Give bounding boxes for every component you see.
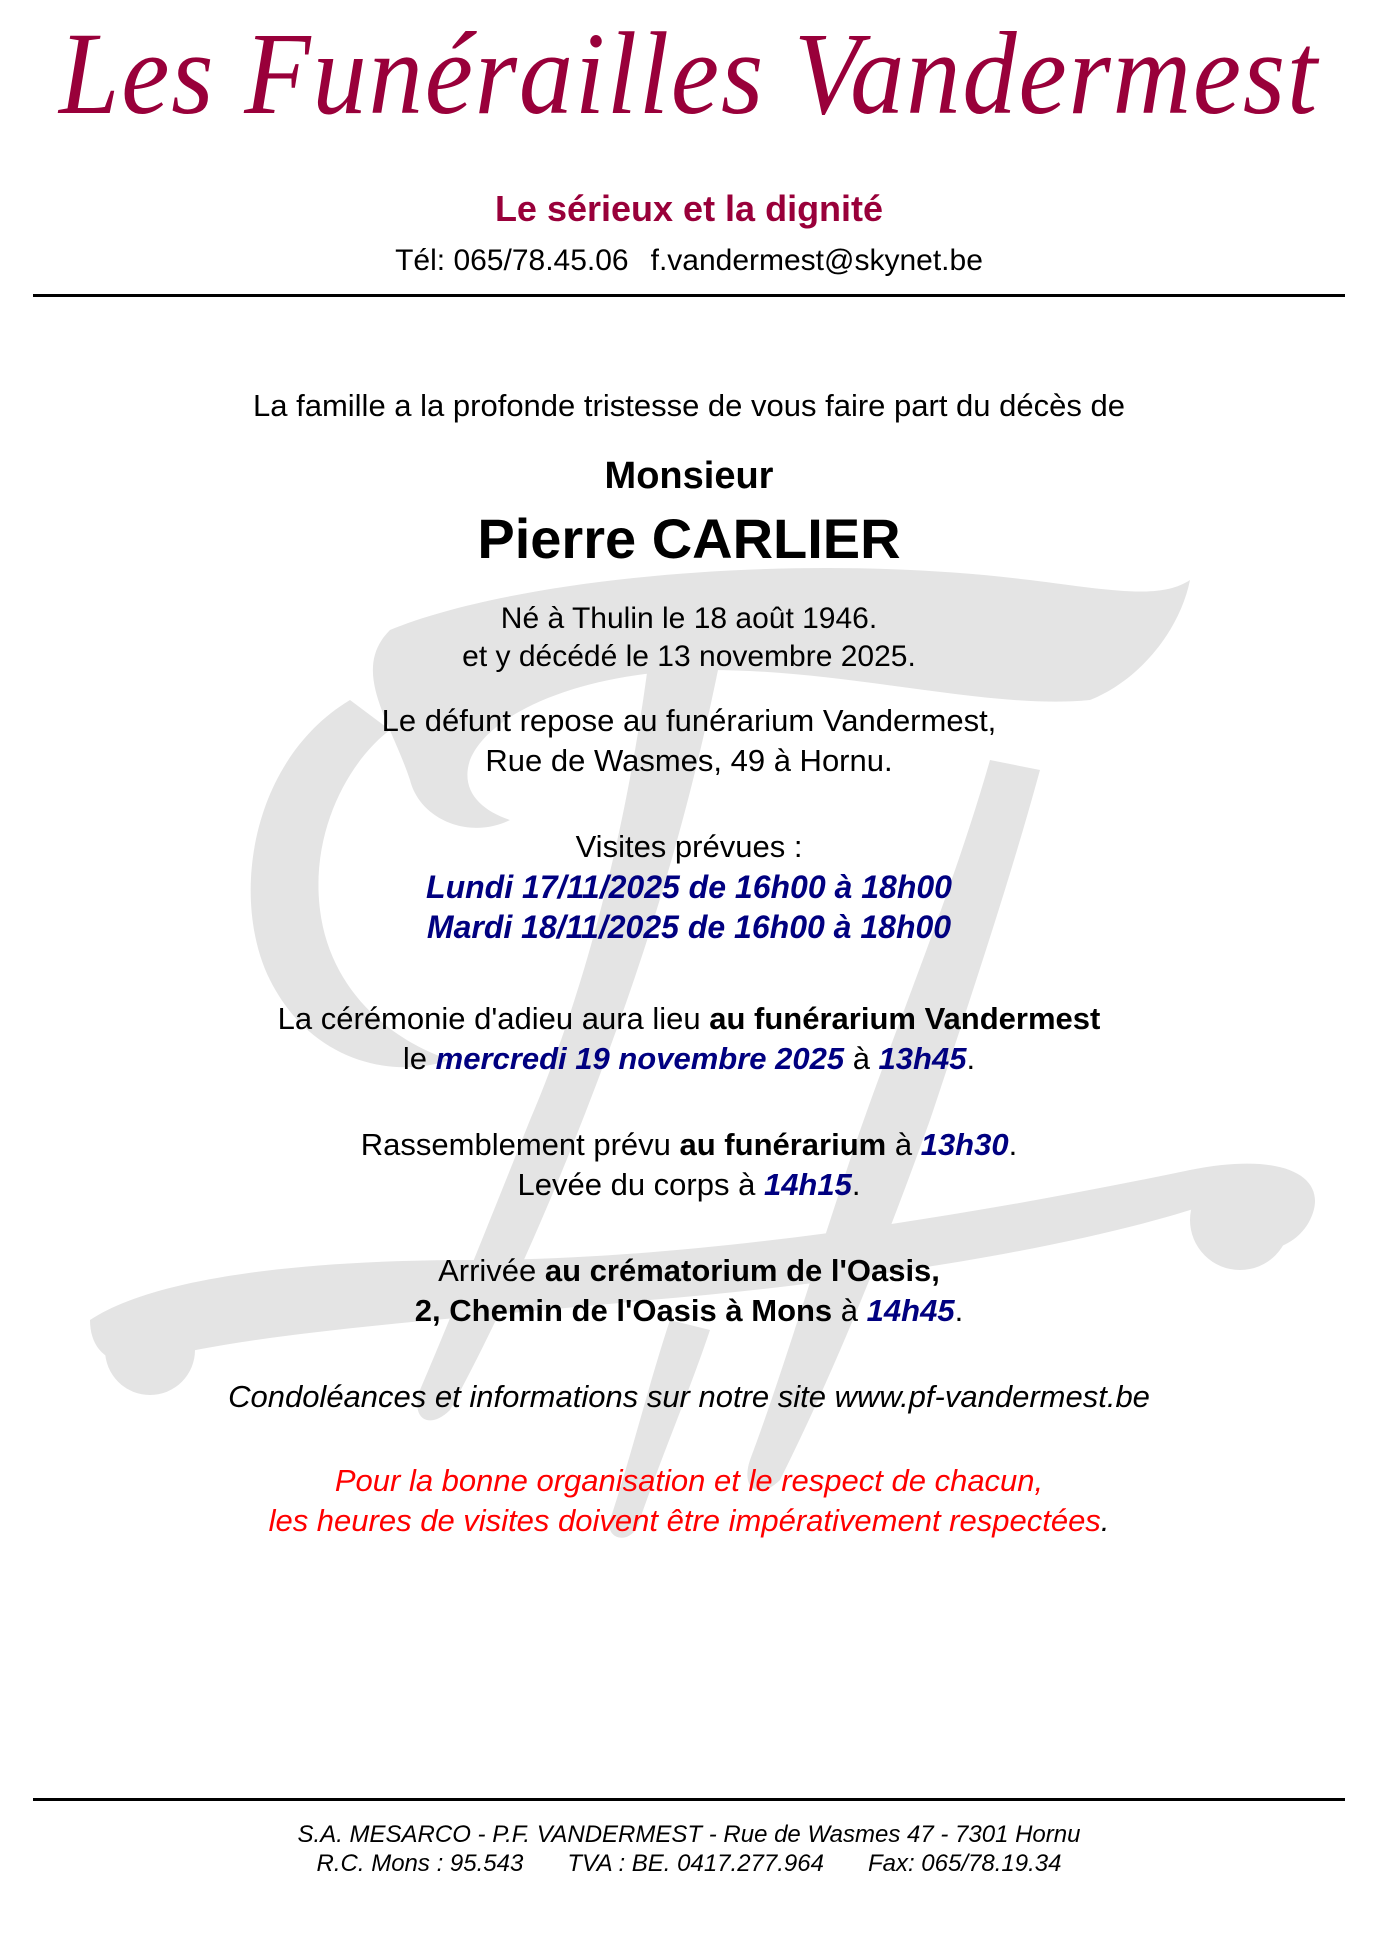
intro-text: La famille a la profonde tristesse de vous faire part du décès de (253, 388, 1125, 423)
footer-registration-line (0, 1849, 1378, 1878)
removal-line (0, 1166, 1378, 1204)
footer-rc: R.C. Mons : 95.543 (316, 1850, 524, 1877)
gathering-prefix: Rassemblement prévu (360, 1127, 680, 1162)
removal-prefix: Levée du corps à (517, 1167, 764, 1202)
death-line: et y décédé le 13 novembre 2025. (462, 640, 916, 673)
rest-line-2: Rue de Wasmes, 49 à Hornu. (485, 743, 893, 778)
rest-line-1: Le défunt repose au funérarium Vandermest, (381, 703, 997, 738)
tagline: Le sérieux et la dignité (494, 188, 884, 229)
header-divider (33, 294, 1345, 297)
deceased-name: Pierre CARLIER (477, 507, 901, 570)
ceremony-le: le (402, 1041, 436, 1076)
visits-label: Visites prévues : (575, 829, 803, 864)
brand-title: Les Funérailles Vandermest (59, 8, 1319, 139)
ceremony-prefix: La cérémonie d'adieu aura lieu (277, 1001, 710, 1036)
gathering-end: . (1008, 1127, 1018, 1162)
notice-text-2: les heures de visites doivent être impérativement respectées (268, 1503, 1101, 1538)
removal-end: . (851, 1167, 861, 1202)
ceremony-date: mercredi 19 novembre 2025 (435, 1041, 845, 1076)
gathering-time: 13h30 (920, 1127, 1009, 1162)
ceremony-line-1 (0, 1000, 1378, 1038)
arrival-place-1: au crématorium de l'Oasis, (544, 1253, 940, 1288)
civility: Monsieur (604, 455, 774, 497)
gathering-place: au funérarium (679, 1127, 887, 1162)
arrival-a: à (832, 1293, 867, 1328)
notice-line-1: Pour la bonne organisation et le respect de chacun, (334, 1463, 1044, 1498)
ceremony-place: au funérarium Vandermest (709, 1001, 1101, 1036)
arrival-line-2 (0, 1292, 1378, 1330)
condolences-text: Condoléances et informations sur notre site www.pf-vandermest.be (228, 1379, 1150, 1414)
footer-divider (33, 1798, 1345, 1801)
removal-time: 14h15 (763, 1167, 852, 1202)
visit-item: Mardi 18/11/2025 de 16h00 à 18h00 (426, 909, 952, 945)
arrival-prefix: Arrivée (438, 1253, 545, 1288)
visit-item: Lundi 17/11/2025 de 16h00 à 18h00 (426, 869, 952, 905)
footer-company-line: S.A. MESARCO - P.F. VANDERMEST - Rue de Wasmes 47 - 7301 Hornu (297, 1821, 1081, 1848)
contact-line (0, 244, 1378, 278)
gathering-line (0, 1126, 1378, 1164)
footer-tva: TVA : BE. 0417.277.964 (567, 1850, 824, 1877)
arrival-end: . (954, 1293, 964, 1328)
ceremony-line-2 (0, 1040, 1378, 1078)
footer-fax: Fax: 065/78.19.34 (867, 1850, 1062, 1877)
birth-line: Né à Thulin le 18 août 1946. (500, 602, 878, 635)
arrival-line-1 (0, 1252, 1378, 1290)
email-address[interactable]: f.vandermest@skynet.be (650, 244, 983, 277)
ceremony-end: . (966, 1041, 976, 1076)
arrival-time: 14h45 (866, 1293, 955, 1328)
ceremony-a: à (844, 1041, 879, 1076)
ceremony-time: 13h45 (878, 1041, 967, 1076)
notice-line-2 (0, 1502, 1378, 1540)
phone-number: Tél: 065/78.45.06 (395, 244, 629, 277)
gathering-a: à (886, 1127, 921, 1162)
notice-end: . (1100, 1503, 1110, 1538)
arrival-place-2: 2, Chemin de l'Oasis à Mons (414, 1293, 833, 1328)
